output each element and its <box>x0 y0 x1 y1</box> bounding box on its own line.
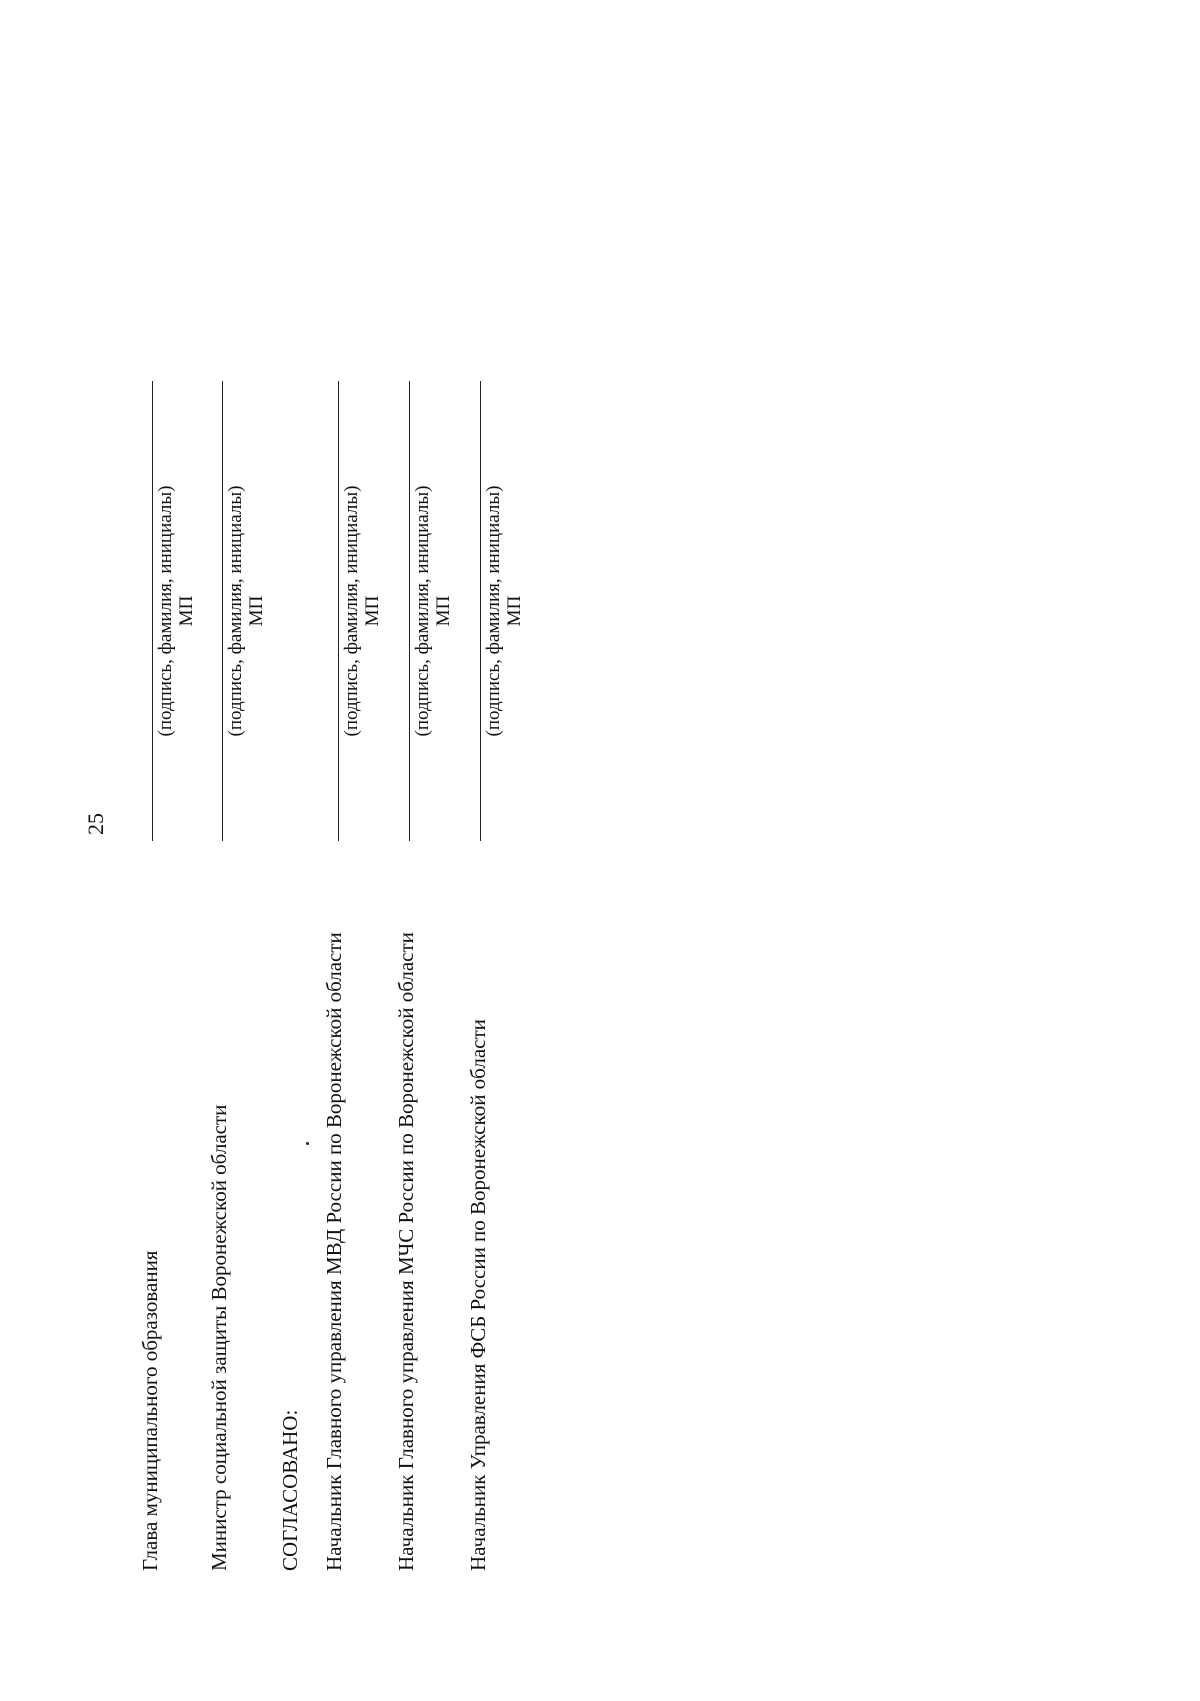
stamp-label: МП <box>362 595 383 627</box>
scan-speck <box>306 1142 309 1145</box>
stamp-label: МП <box>433 595 454 627</box>
label-head-mvd: Начальник Главного управления МВД России по Воронежской области <box>322 932 346 1571</box>
label-head-mchs: Начальник Главного управления МЧС России по Воронежской области <box>394 932 418 1571</box>
signature-caption: (подпись, фамилия, инициалы) <box>341 485 362 737</box>
signature-block <box>480 381 525 841</box>
label-agreed: СОГЛАСОВАНО: <box>278 1409 302 1571</box>
signature-block <box>338 381 383 841</box>
stamp-label: МП <box>176 595 197 627</box>
signature-caption: (подпись, фамилия, инициалы) <box>412 485 433 737</box>
label-head-municipal: Глава муниципального образования <box>138 1250 162 1571</box>
signature-block <box>152 381 197 841</box>
stamp-label: МП <box>246 595 267 627</box>
signature-block <box>409 381 454 841</box>
signature-caption: (подпись, фамилия, инициалы) <box>483 485 504 737</box>
signature-caption: (подпись, фамилия, инициалы) <box>225 485 246 737</box>
signature-block <box>222 381 267 841</box>
label-minister-social: Министр социальной защиты Воронежской области <box>207 1104 231 1571</box>
signature-caption: (подпись, фамилия, инициалы) <box>155 485 176 737</box>
stamp-label: МП <box>504 595 525 627</box>
label-head-fsb: Начальник Управления ФСБ России по Воронежской области <box>466 1019 490 1571</box>
page-number: 25 <box>83 813 108 835</box>
